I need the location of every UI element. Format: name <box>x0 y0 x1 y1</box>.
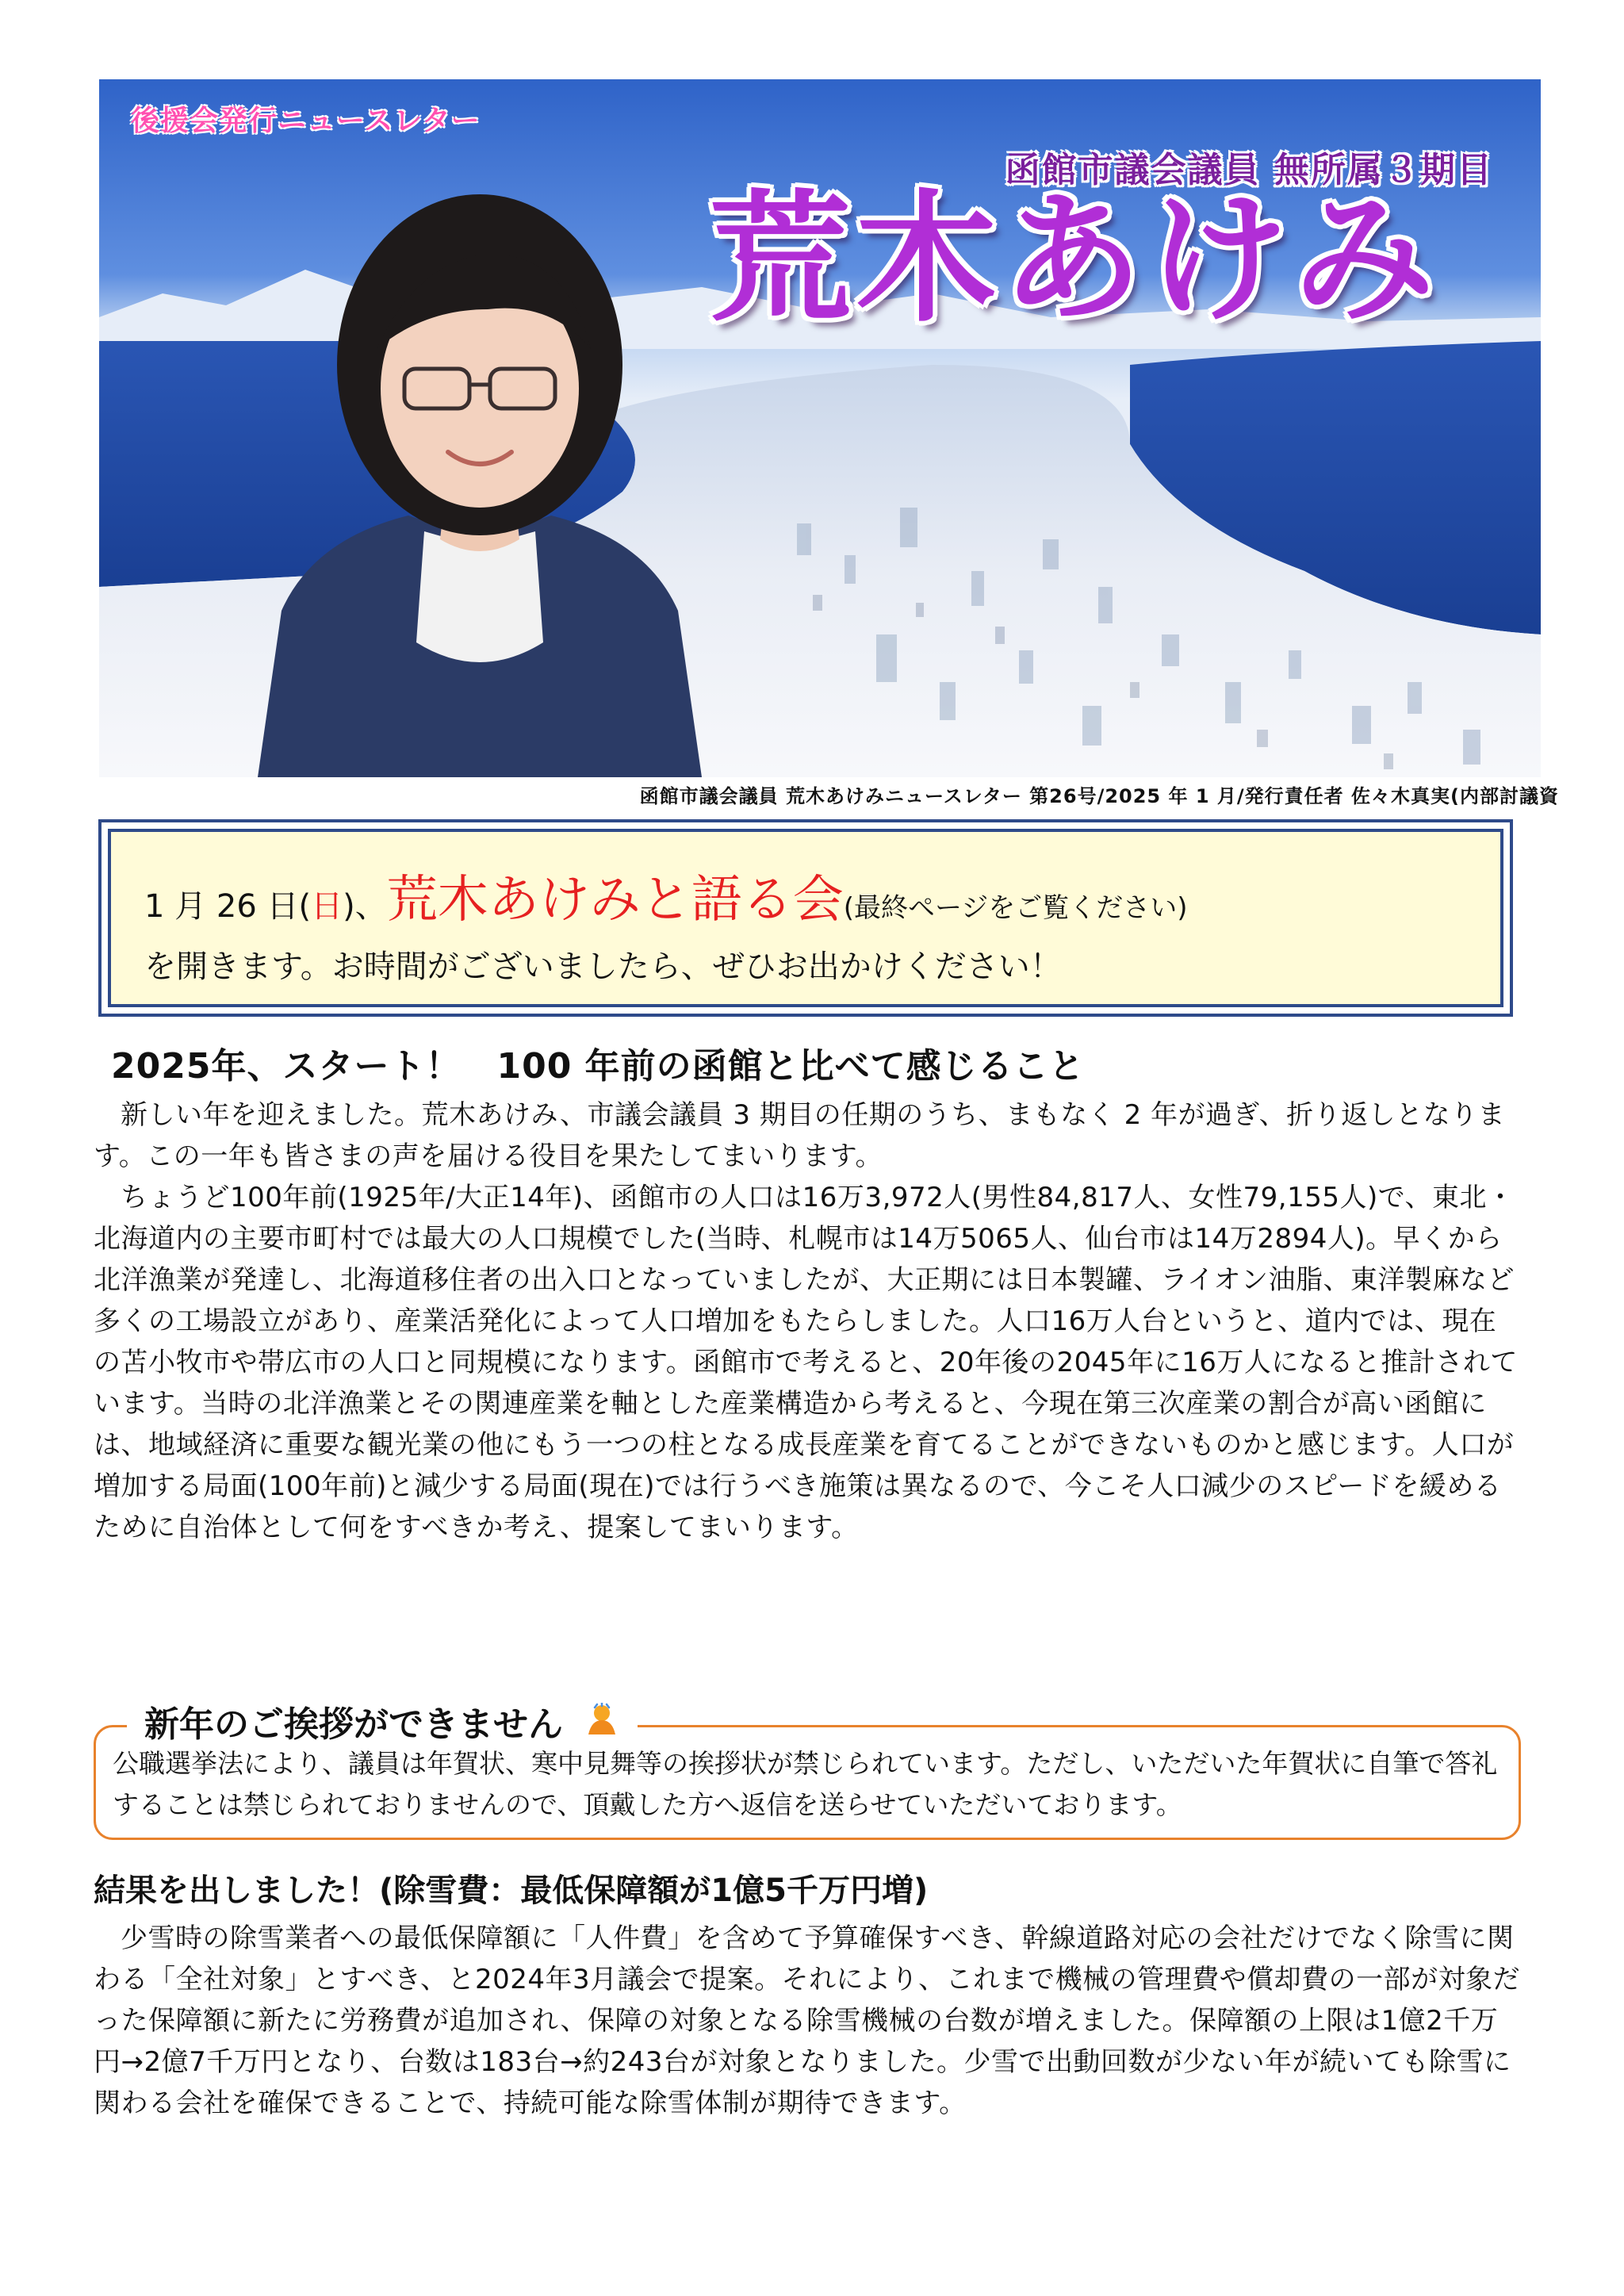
snow-heading: 結果を出しました！(除雪費：最低保障額が1億5千万円増) <box>94 1872 929 1909</box>
main-article-body <box>94 1094 1521 1548</box>
header-subtitle: 函館市議会議員 無所属３期目 <box>1005 150 1493 190</box>
greeting-body: 公職選挙法により、議員は年賀状、寒中見舞等の挨拶状が禁じられています。ただし、いただいた年賀状に自筆で答礼することは禁じられておりませんので、頂戴した方へ返信を送らせていただいております。 <box>113 1748 1498 1820</box>
event-line-1 <box>144 859 1188 932</box>
publisher-tag: 後援会発行ニュースレター <box>131 105 481 137</box>
event-date-suffix: )、 <box>343 888 387 925</box>
event-line-2: を開きます。お時間がございましたら、ぜひお出かけください！ <box>144 949 1062 985</box>
event-day: 日 <box>311 888 343 925</box>
main-paragraph-2: ちょうど100年前(1925年/大正14年)、函館市の人口は16万3,972人(男性84,817人、女性79,155人)で、東北・北海道内の主要市町村では最大の人口規模でした(当時、札幌市は14万5065人、仙台市は14万2894人)。早くから北洋漁業が発達し、北海道移住者の出入口となっていましたが、大正期には日本製罐、ライオン油脂、東洋製麻など多くの工場設立があり、産業活発化によって人口増加をもたらしました。人口16万人台というと、道内では、現在の苫小牧市や帯広市の人口と同規模になります。函館市で考えると、20年後の2045年に16万人になると推計されています。当時の北洋漁業とその関連産業を軸とした産業構造から考えると、今現在第三次産業の割合が高い函館には、地域経済に重要な観光業の他にもう一つの柱となる成長産業を育てることができないものかと感じます。人口が増加する局面(100年前)と減少する局面(現在)では行うべき施策は異なるので、今こそ人口減少のスピードを緩めるために自治体として何をすべきか考え、提案してまいります。 <box>94 1182 1518 1543</box>
main-heading: 2025年、スタート！ 100 年前の函館と比べて感じること <box>111 1046 1085 1087</box>
event-date-prefix: 1 月 26 日( <box>144 888 312 925</box>
header-name: 荒木あけみ <box>710 177 1439 341</box>
bowing-person-icon <box>584 1703 620 1739</box>
header-banner <box>99 79 1541 777</box>
snow-paragraph: 少雪時の除雪業者への最低保障額に「人件費」を含めて予算確保すべき、幹線道路対応の会社だけでなく除雪に関わる「全社対象」とすべき、と2024年3月議会で提案。それにより、これまで機械の管理費や償却費の一部が対象だった保障額に新たに労務費が追加され、保障の対象となる除雪機械の台数が増えました。保障額の上限は1億2千万円→2億7千万円となり、台数は183台→約243台が対象となりました。少雪で出動回数が少ない年が続いても除雪に関わる会社を確保できることで、持続可能な除雪体制が期待できます。 <box>94 1922 1521 2119</box>
snow-article-body <box>94 1918 1521 2124</box>
main-paragraph-1: 新しい年を迎えました。荒木あけみ、市議会議員 3 期目の任期のうち、まもなく 2 年が過ぎ、折り返しとなります。この一年も皆さまの声を届ける役目を果たしてまいります。 <box>94 1099 1506 1172</box>
event-note: (最終ページをご覧ください) <box>843 892 1188 924</box>
greeting-title-text: 新年のご挨拶ができません <box>144 1704 563 1745</box>
greeting-title <box>127 1696 638 1746</box>
portrait-photo <box>226 167 733 777</box>
event-notice-box <box>108 829 1503 1007</box>
issue-line: 函館市議会議員 荒木あけみニュースレター 第26号/2025 年 1 月/発行責任者 佐々木真実(内部討議資 <box>639 785 1559 807</box>
event-title: 荒木あけみと語る会 <box>386 871 844 930</box>
